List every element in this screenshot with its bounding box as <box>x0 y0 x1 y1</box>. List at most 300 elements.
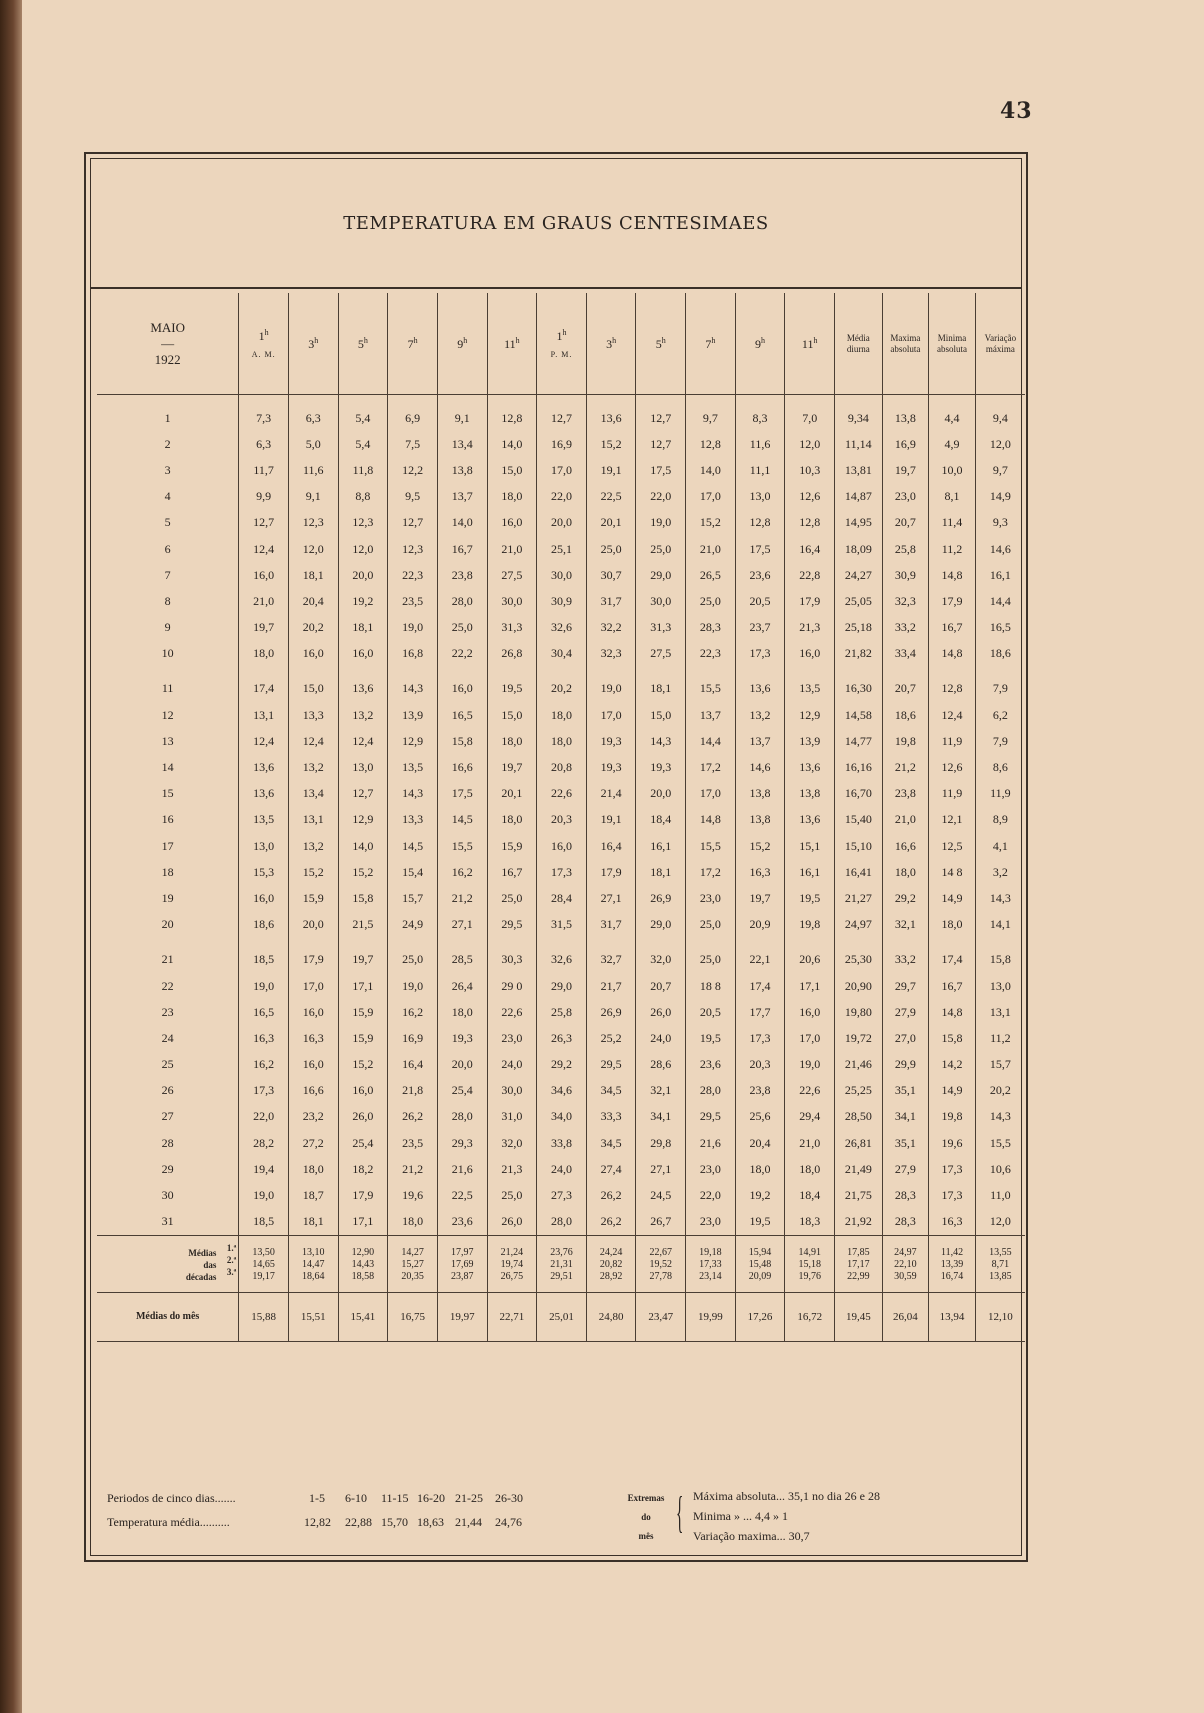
value-cell: 21,82 <box>835 641 883 667</box>
value-cell: 16,6 <box>288 1078 338 1104</box>
month-mean-cell: 23,47 <box>636 1292 686 1341</box>
temp-media-5: 21,44 <box>455 1515 482 1529</box>
value-cell: 27,1 <box>586 885 636 911</box>
value-cell: 3,2 <box>975 859 1025 885</box>
value-cell: 27,5 <box>636 641 686 667</box>
value-cell: 15,9 <box>487 833 537 859</box>
decade-mean-value: 17,33 <box>699 1258 722 1270</box>
value-cell: 27,9 <box>882 999 929 1025</box>
decade-mean-value: 17,97 <box>450 1246 474 1258</box>
extreme-variacao: Variação maxima... 30,7 <box>693 1529 810 1543</box>
decade-mean-value: 15,18 <box>798 1258 821 1270</box>
value-cell: 28,3 <box>686 615 736 641</box>
table-row <box>97 667 1025 702</box>
day-number: 16 <box>161 812 174 827</box>
decade-mean-value: 19,74 <box>500 1258 524 1270</box>
value-cell: 13,8 <box>437 457 487 483</box>
header-hour-col-12: 11$^h$ <box>785 293 835 395</box>
table-row <box>97 781 1025 807</box>
value-cell: 28,2 <box>239 1130 289 1156</box>
value-cell: 16,0 <box>288 641 338 667</box>
month-mean-cell: 19,97 <box>437 1292 487 1341</box>
extremes-label: Extremas do mês <box>627 1493 665 1541</box>
value-cell: 12,4 <box>929 702 976 728</box>
value-cell: 25,8 <box>537 999 587 1025</box>
decade-means-cell <box>636 1235 686 1292</box>
value-cell: 26,2 <box>586 1182 636 1208</box>
value-cell: 17,3 <box>735 1025 785 1051</box>
value-cell: 26,0 <box>338 1104 388 1130</box>
value-cell: 16,0 <box>785 999 835 1025</box>
value-cell: 13,4 <box>437 431 487 457</box>
month-mean-cell: 17,26 <box>735 1292 785 1341</box>
value-cell: 15,5 <box>437 833 487 859</box>
value-cell: 19,8 <box>882 728 929 754</box>
value-cell: 9,7 <box>975 457 1025 483</box>
value-cell: 22,0 <box>686 1182 736 1208</box>
value-cell: 28,6 <box>636 1052 686 1078</box>
value-cell: 12,0 <box>288 536 338 562</box>
table-row <box>97 510 1025 536</box>
value-cell: 24,5 <box>636 1182 686 1208</box>
value-cell: 15,5 <box>975 1130 1025 1156</box>
table-row <box>97 1182 1025 1208</box>
value-cell: 14,5 <box>437 807 487 833</box>
value-cell: 17,9 <box>288 938 338 973</box>
value-cell: 29,9 <box>882 1052 929 1078</box>
value-cell: 34,1 <box>636 1104 686 1130</box>
value-cell: 20,3 <box>537 807 587 833</box>
table-row <box>97 1104 1025 1130</box>
month-mean-cell: 13,94 <box>929 1292 976 1341</box>
value-cell: 12,8 <box>929 667 976 702</box>
value-cell: 18,0 <box>487 728 537 754</box>
value-cell: 18,0 <box>882 859 929 885</box>
value-cell: 24,97 <box>835 912 883 938</box>
value-cell: 17,2 <box>686 754 736 780</box>
value-cell: 7,5 <box>388 431 438 457</box>
value-cell: 16,5 <box>239 999 289 1025</box>
value-cell: 9,9 <box>239 484 289 510</box>
value-cell: 16,1 <box>785 859 835 885</box>
value-cell: 18,09 <box>835 536 883 562</box>
day-number: 3 <box>164 462 171 477</box>
value-cell: 17,3 <box>735 641 785 667</box>
decade-means-cell <box>929 1235 976 1292</box>
value-cell: 31,7 <box>586 588 636 614</box>
value-cell: 9,1 <box>437 395 487 432</box>
value-cell: 16,9 <box>388 1025 438 1051</box>
value-cell: 13,0 <box>338 754 388 780</box>
table-row <box>97 395 1025 432</box>
value-cell: 11,6 <box>735 431 785 457</box>
value-cell: 26,5 <box>686 562 736 588</box>
day-number: 2 <box>164 436 171 451</box>
decade-mean-value: 18,58 <box>351 1270 375 1282</box>
value-cell: 15,2 <box>338 859 388 885</box>
table-row <box>97 702 1025 728</box>
value-cell: 6,3 <box>288 395 338 432</box>
value-cell: 16,6 <box>437 754 487 780</box>
value-cell: 31,3 <box>636 615 686 641</box>
value-cell: 21,92 <box>835 1209 883 1236</box>
value-cell: 16,5 <box>975 615 1025 641</box>
value-cell: 18,1 <box>636 859 686 885</box>
decade-mean-value: 8,71 <box>991 1258 1010 1270</box>
temperature-table <box>97 293 1025 1342</box>
decade-mark: 3.ª <box>226 1266 237 1277</box>
value-cell: 12,4 <box>288 728 338 754</box>
value-cell: 20,2 <box>975 1078 1025 1104</box>
value-cell: 20,4 <box>288 588 338 614</box>
value-cell: 13,8 <box>882 395 929 432</box>
day-number: 11 <box>161 681 174 696</box>
value-cell: 27,9 <box>882 1156 929 1182</box>
value-cell: 14,95 <box>835 510 883 536</box>
value-cell: 30,0 <box>487 588 537 614</box>
value-cell: 13,9 <box>388 702 438 728</box>
value-cell: 29,0 <box>537 973 587 999</box>
value-cell: 11,2 <box>975 1025 1025 1051</box>
value-cell: 15,40 <box>835 807 883 833</box>
decade-means-cell <box>437 1235 487 1292</box>
value-cell: 16,0 <box>537 833 587 859</box>
value-cell: 14,3 <box>975 1104 1025 1130</box>
decade-mean-value: 14,27 <box>401 1246 424 1258</box>
value-cell: 17,3 <box>929 1156 976 1182</box>
value-cell: 19,0 <box>239 973 289 999</box>
value-cell: 9,1 <box>288 484 338 510</box>
value-cell: 20,0 <box>437 1052 487 1078</box>
day-number: 28 <box>161 1135 174 1150</box>
value-cell: 23,8 <box>882 781 929 807</box>
decade-mean-value: 17,69 <box>450 1258 474 1270</box>
value-cell: 14,6 <box>975 536 1025 562</box>
value-cell: 29,0 <box>636 912 686 938</box>
value-cell: 29,2 <box>882 885 929 911</box>
value-cell: 14,0 <box>686 457 736 483</box>
table-row <box>97 973 1025 999</box>
value-cell: 27,5 <box>487 562 537 588</box>
value-cell: 29,3 <box>437 1130 487 1156</box>
value-cell: 15,9 <box>338 999 388 1025</box>
value-cell: 25,25 <box>835 1078 883 1104</box>
temp-media-label: Temperatura média.......... <box>107 1515 230 1529</box>
value-cell: 9,5 <box>388 484 438 510</box>
value-cell: 29,2 <box>537 1052 587 1078</box>
value-cell: 12,0 <box>975 431 1025 457</box>
value-cell: 20,7 <box>636 973 686 999</box>
value-cell: 6,3 <box>239 431 289 457</box>
value-cell: 32,0 <box>487 1130 537 1156</box>
month-mean-cell: 16,75 <box>388 1292 438 1341</box>
value-cell: 22,5 <box>586 484 636 510</box>
decade-mean-value: 13,55 <box>989 1246 1012 1258</box>
table-row <box>97 999 1025 1025</box>
decade-mean-value: 20,82 <box>599 1258 623 1270</box>
day-number: 5 <box>164 515 171 530</box>
day-number: 19 <box>161 890 174 905</box>
value-cell: 5,0 <box>288 431 338 457</box>
value-cell: 15,8 <box>437 728 487 754</box>
period-3: 11-15 <box>381 1491 409 1505</box>
value-cell: 14,1 <box>975 912 1025 938</box>
value-cell: 23,6 <box>437 1209 487 1236</box>
value-cell: 13,8 <box>785 781 835 807</box>
value-cell: 18,7 <box>288 1182 338 1208</box>
value-cell: 22,6 <box>785 1078 835 1104</box>
value-cell: 19,5 <box>785 885 835 911</box>
value-cell: 18,6 <box>882 702 929 728</box>
decade-mean-value: 15,48 <box>748 1258 772 1270</box>
value-cell: 12,7 <box>537 395 587 432</box>
value-cell: 23,7 <box>735 615 785 641</box>
value-cell: 14,4 <box>975 588 1025 614</box>
value-cell: 20,2 <box>537 667 587 702</box>
value-cell: 22,0 <box>537 484 587 510</box>
table-row <box>97 615 1025 641</box>
value-cell: 25,0 <box>487 1182 537 1208</box>
value-cell: 32,3 <box>882 588 929 614</box>
value-cell: 12,8 <box>735 510 785 536</box>
value-cell: 14,5 <box>388 833 438 859</box>
value-cell: 13,3 <box>388 807 438 833</box>
decade-mean-value: 19,52 <box>649 1258 673 1270</box>
value-cell: 16,0 <box>785 641 835 667</box>
value-cell: 19,3 <box>636 754 686 780</box>
value-cell: 18 8 <box>686 973 736 999</box>
value-cell: 20,5 <box>686 999 736 1025</box>
month-mean-cell: 26,04 <box>882 1292 929 1341</box>
value-cell: 16,6 <box>882 833 929 859</box>
value-cell: 29,7 <box>882 973 929 999</box>
value-cell: 12,6 <box>929 754 976 780</box>
value-cell: 18,0 <box>388 1209 438 1236</box>
decade-means-cell <box>239 1235 289 1292</box>
value-cell: 29,5 <box>686 1104 736 1130</box>
value-cell: 15,9 <box>338 1025 388 1051</box>
value-cell: 10,6 <box>975 1156 1025 1182</box>
value-cell: 11,9 <box>929 781 976 807</box>
decade-mean-value: 21,31 <box>550 1258 573 1270</box>
value-cell: 21,8 <box>388 1078 438 1104</box>
value-cell: 27,1 <box>437 912 487 938</box>
header-hour-col-1: 1$^h$ A. M. <box>239 293 289 395</box>
value-cell: 19,0 <box>636 510 686 536</box>
value-cell: 13,1 <box>975 999 1025 1025</box>
value-cell: 16,7 <box>487 859 537 885</box>
table-row <box>97 859 1025 885</box>
header-hour-col-7: 1$^h$ P. M. <box>537 293 587 395</box>
value-cell: 33,2 <box>882 615 929 641</box>
decade-means-cell <box>288 1235 338 1292</box>
value-cell: 16,70 <box>835 781 883 807</box>
value-cell: 30,7 <box>586 562 636 588</box>
value-cell: 8,9 <box>975 807 1025 833</box>
value-cell: 23,0 <box>686 1156 736 1182</box>
value-cell: 13,2 <box>288 833 338 859</box>
value-cell: 19,5 <box>735 1209 785 1236</box>
value-cell: 20,90 <box>835 973 883 999</box>
value-cell: 34,5 <box>586 1130 636 1156</box>
value-cell: 11,1 <box>735 457 785 483</box>
extreme-minima: Minima » ... 4,4 » 1 <box>693 1509 788 1523</box>
value-cell: 19,1 <box>586 807 636 833</box>
month-means-row <box>97 1292 1025 1341</box>
day-number: 9 <box>164 620 171 635</box>
day-number: 23 <box>161 1004 174 1019</box>
value-cell: 20,1 <box>487 781 537 807</box>
value-cell: 13,1 <box>239 702 289 728</box>
value-cell: 30,0 <box>537 562 587 588</box>
value-cell: 25,0 <box>437 615 487 641</box>
value-cell: 16,3 <box>735 859 785 885</box>
value-cell: 16,30 <box>835 667 883 702</box>
value-cell: 28,4 <box>537 885 587 911</box>
decade-mean-value: 22,99 <box>847 1270 870 1282</box>
value-cell: 19,72 <box>835 1025 883 1051</box>
day-number: 20 <box>161 917 174 932</box>
value-cell: 15,0 <box>636 702 686 728</box>
value-cell: 17,4 <box>239 667 289 702</box>
value-cell: 23,0 <box>686 885 736 911</box>
value-cell: 13,2 <box>338 702 388 728</box>
month-mean-cell: 12,10 <box>975 1292 1025 1341</box>
decade-mean-value: 17,17 <box>847 1258 870 1270</box>
value-cell: 18,0 <box>929 912 976 938</box>
value-cell: 14,8 <box>686 807 736 833</box>
value-cell: 20,2 <box>288 615 338 641</box>
value-cell: 29,8 <box>636 1130 686 1156</box>
value-cell: 23,5 <box>388 588 438 614</box>
value-cell: 16,2 <box>239 1052 289 1078</box>
value-cell: 32,6 <box>537 615 587 641</box>
value-cell: 18,0 <box>537 702 587 728</box>
value-cell: 28,5 <box>437 938 487 973</box>
value-cell: 26,8 <box>487 641 537 667</box>
value-cell: 29 0 <box>487 973 537 999</box>
table-row <box>97 1209 1025 1236</box>
value-cell: 12,1 <box>929 807 976 833</box>
value-cell: 23,0 <box>686 1209 736 1236</box>
value-cell: 24,0 <box>537 1156 587 1182</box>
value-cell: 20,0 <box>338 562 388 588</box>
value-cell: 30,0 <box>487 1078 537 1104</box>
value-cell: 25,1 <box>537 536 587 562</box>
value-cell: 19,0 <box>785 1052 835 1078</box>
value-cell: 5,4 <box>338 395 388 432</box>
value-cell: 13,7 <box>437 484 487 510</box>
value-cell: 19,5 <box>487 667 537 702</box>
value-cell: 13,81 <box>835 457 883 483</box>
value-cell: 21,2 <box>388 1156 438 1182</box>
header-pm-label: P. M. <box>550 350 573 359</box>
value-cell: 19,6 <box>388 1182 438 1208</box>
value-cell: 16,4 <box>785 536 835 562</box>
decade-mean-value: 27,78 <box>649 1270 673 1282</box>
value-cell: 16,0 <box>338 641 388 667</box>
decade-means-cell <box>586 1235 636 1292</box>
value-cell: 21,3 <box>487 1156 537 1182</box>
extreme-maxima: Máxima absoluta... 35,1 no dia 26 e 28 <box>693 1489 880 1503</box>
title-rule <box>91 287 1021 289</box>
decade-mean-value: 12,90 <box>351 1246 375 1258</box>
value-cell: 20,4 <box>735 1130 785 1156</box>
month-mean-cell: 22,71 <box>487 1292 537 1341</box>
value-cell: 17,5 <box>437 781 487 807</box>
value-cell: 22,5 <box>437 1182 487 1208</box>
value-cell: 16,2 <box>388 999 438 1025</box>
value-cell: 12,4 <box>239 536 289 562</box>
value-cell: 16,0 <box>239 885 289 911</box>
value-cell: 26,2 <box>586 1209 636 1236</box>
value-cell: 28,0 <box>437 588 487 614</box>
value-cell: 17,0 <box>686 781 736 807</box>
value-cell: 9,4 <box>975 395 1025 432</box>
value-cell: 18,2 <box>338 1156 388 1182</box>
value-cell: 29,5 <box>487 912 537 938</box>
decade-mean-value: 14,43 <box>351 1258 375 1270</box>
value-cell: 27,3 <box>537 1182 587 1208</box>
decade-mark: 2.ª <box>226 1254 237 1265</box>
table-row <box>97 588 1025 614</box>
value-cell: 19,5 <box>686 1025 736 1051</box>
table-row <box>97 754 1025 780</box>
value-cell: 25,4 <box>437 1078 487 1104</box>
value-cell: 21,6 <box>686 1130 736 1156</box>
value-cell: 11,9 <box>929 728 976 754</box>
value-cell: 18,0 <box>288 1156 338 1182</box>
decade-means <box>97 1235 1025 1292</box>
value-cell: 26,7 <box>636 1209 686 1236</box>
value-cell: 17,0 <box>785 1025 835 1051</box>
value-cell: 35,1 <box>882 1078 929 1104</box>
value-cell: 21,0 <box>686 536 736 562</box>
value-cell: 15,2 <box>338 1052 388 1078</box>
value-cell: 14 8 <box>929 859 976 885</box>
value-cell: 30,9 <box>882 562 929 588</box>
value-cell: 27,4 <box>586 1156 636 1182</box>
value-cell: 15,2 <box>686 510 736 536</box>
value-cell: 20,3 <box>735 1052 785 1078</box>
day-number: 27 <box>161 1109 174 1124</box>
decade-mean-value: 15,94 <box>748 1246 772 1258</box>
table-row <box>97 807 1025 833</box>
value-cell: 12,0 <box>338 536 388 562</box>
value-cell: 17,9 <box>929 588 976 614</box>
value-cell: 15,2 <box>288 859 338 885</box>
value-cell: 31,7 <box>586 912 636 938</box>
decade-mean-value: 20,09 <box>748 1270 772 1282</box>
value-cell: 13,8 <box>735 807 785 833</box>
value-cell: 13,5 <box>785 667 835 702</box>
value-cell: 21,0 <box>239 588 289 614</box>
decade-mean-value: 24,97 <box>894 1246 917 1258</box>
day-number: 26 <box>161 1083 174 1098</box>
value-cell: 12,4 <box>338 728 388 754</box>
value-cell: 34,5 <box>586 1078 636 1104</box>
day-number: 4 <box>164 489 171 504</box>
value-cell: 17,0 <box>288 973 338 999</box>
value-cell: 13,6 <box>735 667 785 702</box>
value-cell: 32,6 <box>537 938 587 973</box>
decade-means-cell <box>835 1235 883 1292</box>
value-cell: 17,4 <box>929 938 976 973</box>
value-cell: 16,3 <box>929 1209 976 1236</box>
value-cell: 20,7 <box>882 510 929 536</box>
value-cell: 19,4 <box>239 1156 289 1182</box>
value-cell: 17,5 <box>636 457 686 483</box>
